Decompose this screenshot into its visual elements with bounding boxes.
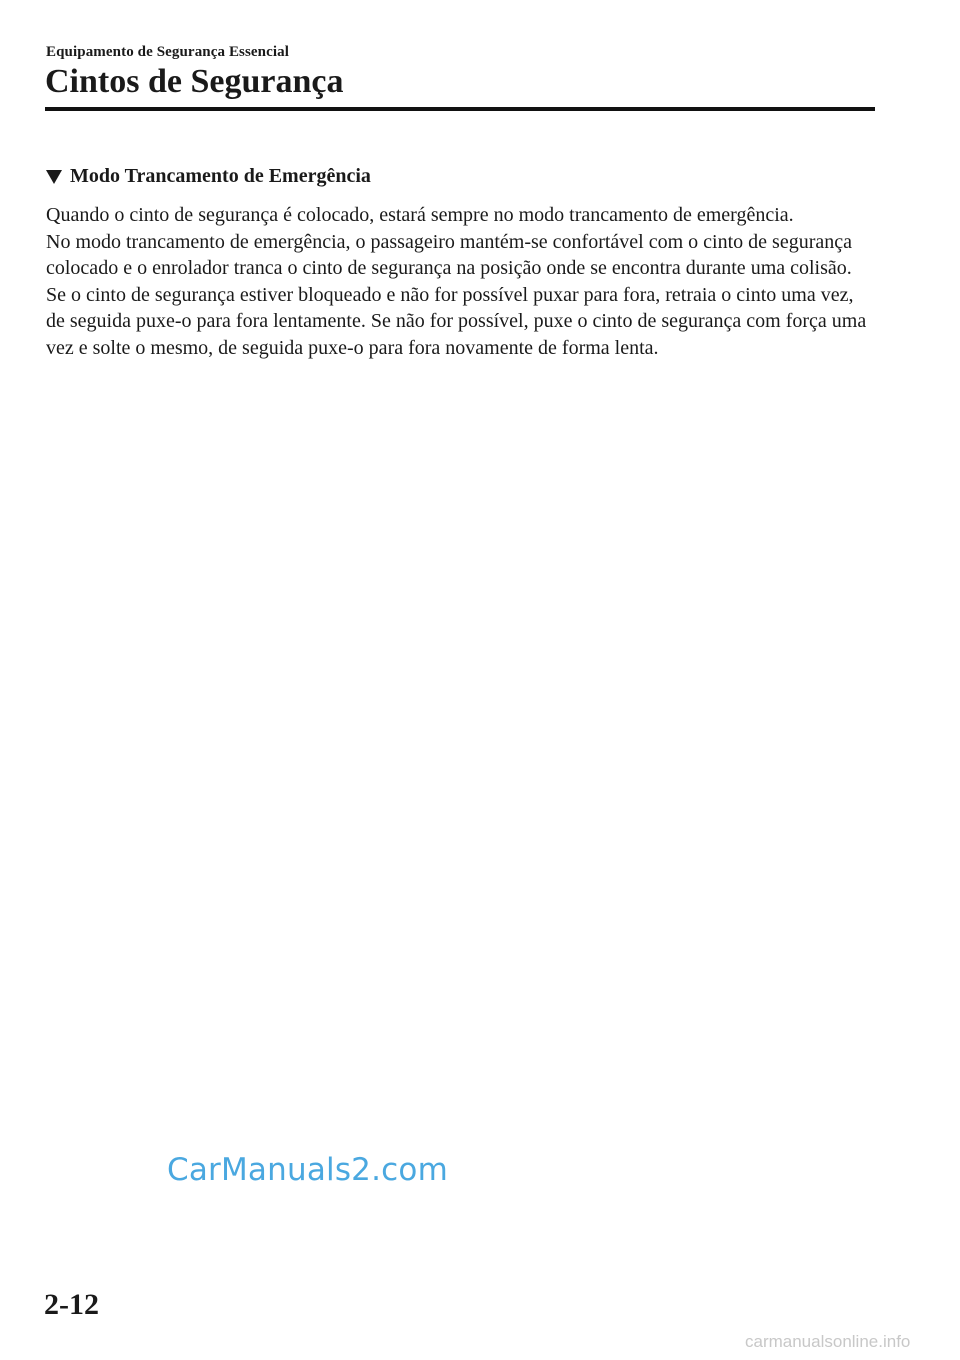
section-heading — [46, 162, 876, 190]
chapter-label: Equipamento de Segurança Essencial — [46, 44, 290, 60]
section-emergency-lock-mode — [46, 162, 876, 362]
footer-site-link[interactable]: carmanualsonline.info — [745, 1332, 911, 1351]
page-title: Cintos de Segurança — [45, 63, 344, 100]
watermark-logo: CarManuals2.com — [167, 1152, 448, 1188]
paragraph-2: No modo trancamento de emergência, o passageiro mantém-se confortável com o cinto de segurança colocado e o enrolador tranca o cinto de segurança na posição onde se encontra durante uma colisão. — [46, 230, 852, 280]
page-number: 2-12 — [44, 1288, 99, 1321]
title-divider — [45, 107, 875, 111]
paragraph-1: Quando o cinto de segurança é colocado, estará sempre no modo trancamento de emergência. — [46, 204, 794, 226]
paragraph-3: Se o cinto de segurança estiver bloqueado e não for possível puxar para fora, retraia o cinto uma vez, de seguida puxe-o para fora lentamente. Se não for possível, puxe o cinto de segurança com força uma vez e solte o mesmo, de seguida puxe-o para fora novamente de forma lenta. — [46, 283, 867, 359]
section-heading-text: Modo Trancamento de Emergência — [70, 165, 371, 187]
triangle-down-icon — [46, 170, 62, 184]
